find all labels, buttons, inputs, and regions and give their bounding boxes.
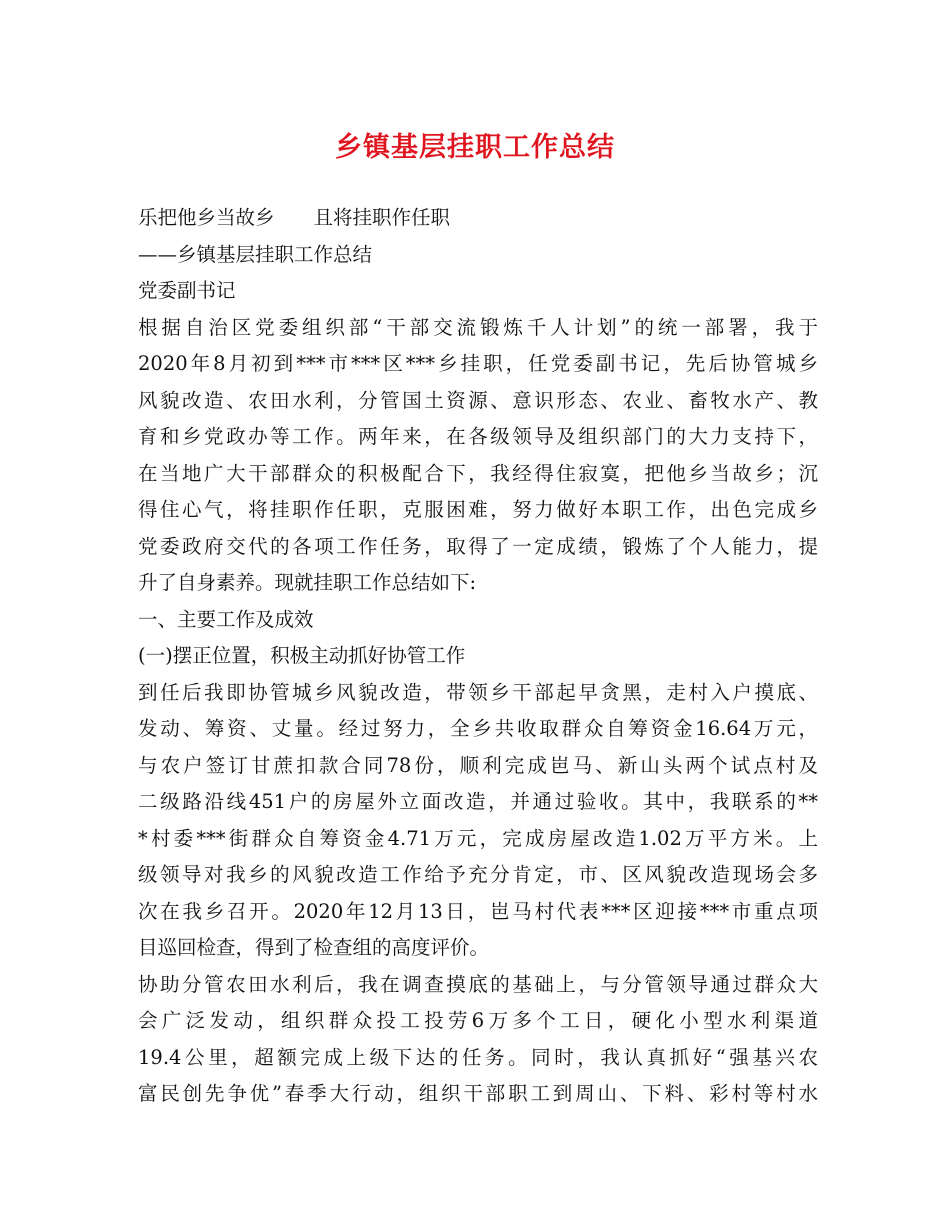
subtitle-line: ——乡镇基层挂职工作总结 bbox=[138, 242, 373, 266]
body-line: 风貌改造、农田水利，分管国土资源、意识形态、农业、畜牧水产、教 bbox=[138, 388, 818, 412]
subsection-heading: (一)摆正位置，积极主动抓好协管工作 bbox=[138, 644, 466, 667]
body-line: 在当地广大干部群众的积极配合下，我经得住寂寞，把他乡当故乡；沉 bbox=[138, 461, 818, 485]
author-line: 党委副书记 bbox=[138, 279, 236, 302]
body-line: 二级路沿线451户的房屋外立面改造，并通过验收。其中，我联系的** bbox=[138, 790, 818, 813]
body-line: 目巡回检查，得到了检查组的高度评价。 bbox=[138, 936, 490, 959]
body-line: 2020年8月初到***市***区***乡挂职，任党委副书记，先后协管城乡 bbox=[138, 352, 818, 375]
body-line: 会广泛发动，组织群众投工投劳6万多个工日，硬化小型水利渠道 bbox=[138, 1009, 818, 1032]
document-body bbox=[138, 200, 818, 1113]
body-line: 次在我乡召开。2020年12月13日，岜马村代表***区迎接***市重点项 bbox=[138, 899, 818, 923]
body-line: 育和乡党政办等工作。两年来，在各级领导及组织部门的大力支持下， bbox=[138, 425, 818, 448]
body-line: 协助分管农田水利后，我在调查摸底的基础上，与分管领导通过群众大 bbox=[138, 972, 818, 996]
body-line: 到任后我即协管城乡风貌改造，带领乡干部起早贪黑，走村入户摸底、 bbox=[138, 680, 818, 704]
body-line: 得住心气，将挂职作任职，克服困难，努力做好本职工作，出色完成乡 bbox=[138, 498, 818, 521]
body-line: 与农户签订甘蔗扣款合同78份，顺利完成岜马、新山头两个试点村及 bbox=[138, 753, 818, 777]
subtitle-line: 乐把他乡当故乡 且将挂职作任职 bbox=[138, 206, 451, 229]
body-line: 升了自身素养。现就挂职工作总结如下: bbox=[138, 571, 477, 594]
body-line: 富民创先争优”春季大行动，组织干部职工到周山、下料、彩村等村水 bbox=[138, 1082, 818, 1105]
body-line: 党委政府交代的各项工作任务，取得了一定成绩，锻炼了个人能力，提 bbox=[138, 534, 818, 558]
body-line: 19.4公里，超额完成上级下达的任务。同时，我认真抓好“强基兴农 bbox=[138, 1045, 818, 1069]
document-title: 乡镇基层挂职工作总结 bbox=[335, 132, 615, 163]
section-heading: 一、主要工作及成效 bbox=[138, 607, 314, 631]
body-line: 发动、筹资、丈量。经过努力，全乡共收取群众自筹资金16.64万元， bbox=[138, 717, 818, 740]
body-line: 根据自治区党委组织部“干部交流锻炼千人计划”的统一部署，我于 bbox=[138, 315, 818, 339]
body-line: *村委***街群众自筹资金4.71万元，完成房屋改造1.02万平方米。上 bbox=[138, 826, 818, 850]
body-line: 级领导对我乡的风貌改造工作给予充分肯定，市、区风貌改造现场会多 bbox=[138, 863, 818, 886]
